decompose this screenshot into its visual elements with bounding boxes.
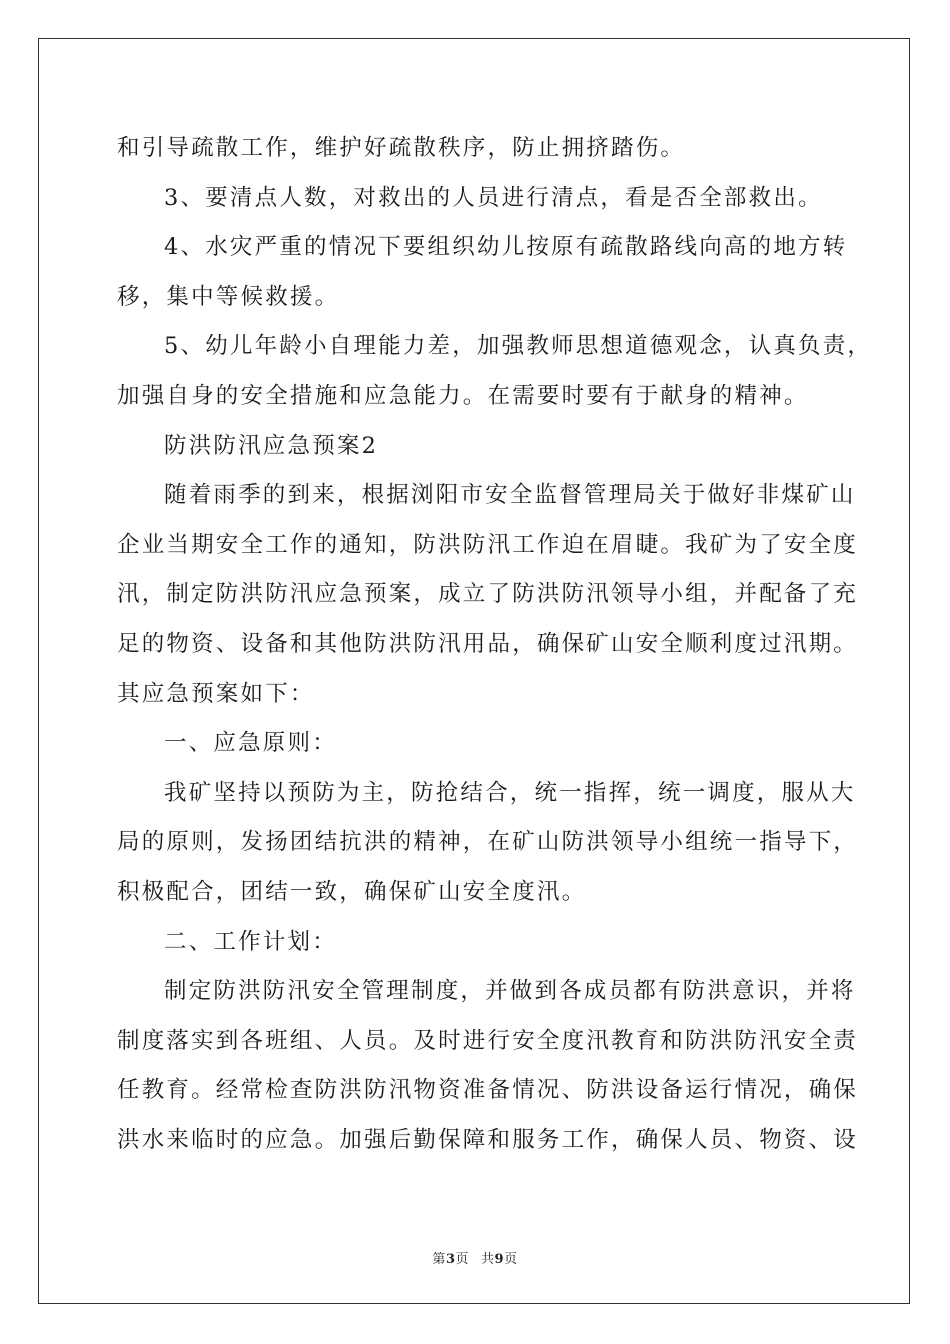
text-line: 移，集中等候救援。 (117, 283, 340, 310)
total-pages-number: 9 (494, 1252, 505, 1267)
current-page-number: 3 (445, 1252, 456, 1267)
subsection-heading: 一、应急原则： (164, 730, 337, 757)
total-prefix: 共 (481, 1252, 495, 1267)
text-line: 汛，制定防洪防汛应急预案，成立了防洪防汛领导小组，并配备了充 (117, 581, 859, 608)
text-line: 4、水灾严重的情况下要组织幼儿按原有疏散路线向高的地方转 (164, 234, 848, 261)
text-line: 洪水来临时的应急。加强后勤保障和服务工作，确保人员、物资、设 (117, 1126, 859, 1153)
text-line: 加强自身的安全措施和应急能力。在需要时要有于献身的精神。 (117, 382, 809, 409)
subsection-heading: 二、工作计划： (164, 928, 337, 955)
text-line: 制定防洪防汛安全管理制度，并做到各成员都有防洪意识，并将 (164, 978, 856, 1005)
text-line: 局的原则，发扬团结抗洪的精神，在矿山防洪领导小组统一指导下， (117, 829, 859, 856)
text-line: 我矿坚持以预防为主，防抢结合，统一指挥，统一调度，服从大 (164, 779, 856, 806)
text-line: 制度落实到各班组、人员。及时进行安全度汛教育和防洪防汛安全责 (117, 1027, 859, 1054)
page-suffix: 页 (455, 1252, 469, 1267)
text-line: 随着雨季的到来，根据浏阳市安全监督管理局关于做好非煤矿山 (164, 482, 856, 509)
text-line: 任教育。经常检查防洪防汛物资准备情况、防洪设备运行情况，确保 (117, 1077, 859, 1104)
text-line: 5、幼儿年龄小自理能力差，加强教师思想道德观念，认真负责， (164, 333, 873, 360)
document-body (117, 124, 873, 1165)
section-heading: 防洪防汛应急预案2 (164, 432, 379, 459)
text-line: 足的物资、设备和其他防洪防汛用品，确保矿山安全顺利度过汛期。 (117, 630, 859, 657)
text-line: 企业当期安全工作的通知，防洪防汛工作迫在眉睫。我矿为了安全度 (117, 531, 859, 558)
text-line: 其应急预案如下： (117, 680, 315, 707)
text-line: 积极配合，团结一致，确保矿山安全度汛。 (117, 878, 587, 905)
total-suffix: 页 (504, 1252, 518, 1267)
text-line: 3、要清点人数，对救出的人员进行清点，看是否全部救出。 (164, 184, 823, 211)
page-prefix: 第 (432, 1252, 446, 1267)
text-line: 和引导疏散工作，维护好疏散秩序，防止拥挤踏伤。 (117, 135, 686, 161)
page-footer (0, 1248, 950, 1267)
